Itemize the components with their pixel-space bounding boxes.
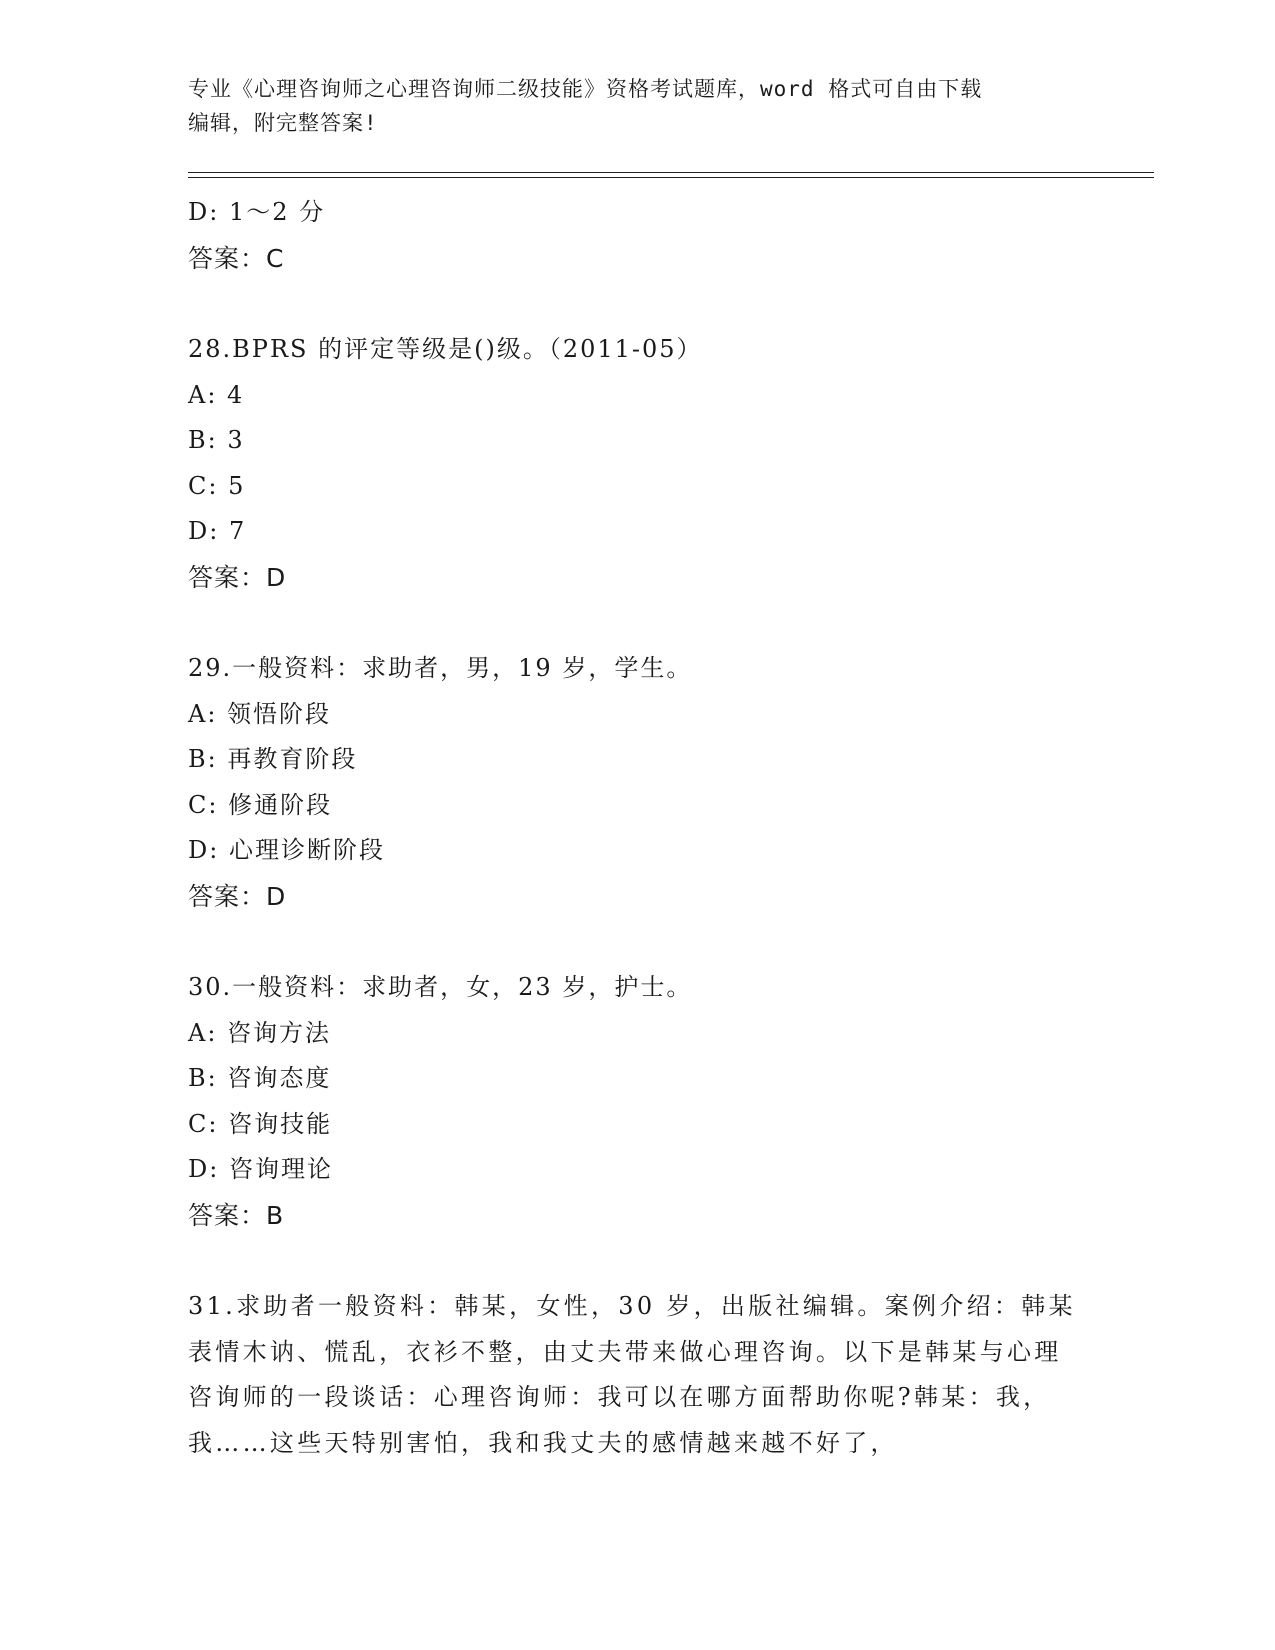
header-divider-top [188,172,1154,173]
document-header [188,72,1088,140]
option-b: B: 3 [188,426,245,454]
question-block-31 [188,1284,1088,1466]
question-list [188,190,1088,1466]
question-block-28 [188,327,1088,600]
option-c: C: 修通阶段 [188,790,333,819]
option-d: D: 1～2 分 [188,198,326,226]
option-c: C: 咨询技能 [188,1109,333,1138]
answer-line: 答案：C [188,243,285,273]
spacer [188,281,1088,327]
question-block-29 [188,646,1088,919]
option-a: A: 咨询方法 [188,1018,332,1047]
header-divider-bottom [188,177,1154,178]
question-stem-paragraph: 31.求助者一般资料：韩某，女性，30 岁，出版社编辑。案例介绍：韩某表情木讷、慌乱，衣衫不整，由丈夫带来做心理咨询。以下是韩某与心理咨询师的一段谈话：心理咨询师：我可以在哪方面帮助你呢?韩某：我，我……这些天特别害怕，我和我丈夫的感情越来越不好了， [188,1292,1076,1457]
spacer [188,600,1088,646]
answer-line: 答案：D [188,881,287,911]
option-c: C: 5 [188,471,246,500]
option-d: D: 7 [188,517,247,545]
header-line-1: 专业《心理咨询师之心理咨询师二级技能》资格考试题库，word 格式可自由下载 [188,77,983,101]
question-block-27 [188,190,1088,281]
option-a: A: 领悟阶段 [188,699,332,728]
question-block-30 [188,965,1088,1238]
option-d: D: 咨询理论 [188,1155,333,1183]
spacer [188,919,1088,965]
option-b: B: 咨询态度 [188,1064,332,1092]
answer-line: 答案：D [188,562,287,592]
option-a: A: 4 [188,380,245,409]
spacer [188,1238,1088,1284]
answer-line: 答案：B [188,1200,285,1230]
question-stem: 28.BPRS 的评定等级是()级。（2011-05） [188,335,703,363]
option-d: D: 心理诊断阶段 [188,836,385,864]
header-line-2: 编辑，附完整答案! [188,111,378,135]
option-b: B: 再教育阶段 [188,745,358,773]
question-stem: 29.一般资料：求助者，男，19 岁，学生。 [188,654,693,682]
question-stem: 30.一般资料：求助者，女，23 岁，护士。 [188,973,693,1001]
